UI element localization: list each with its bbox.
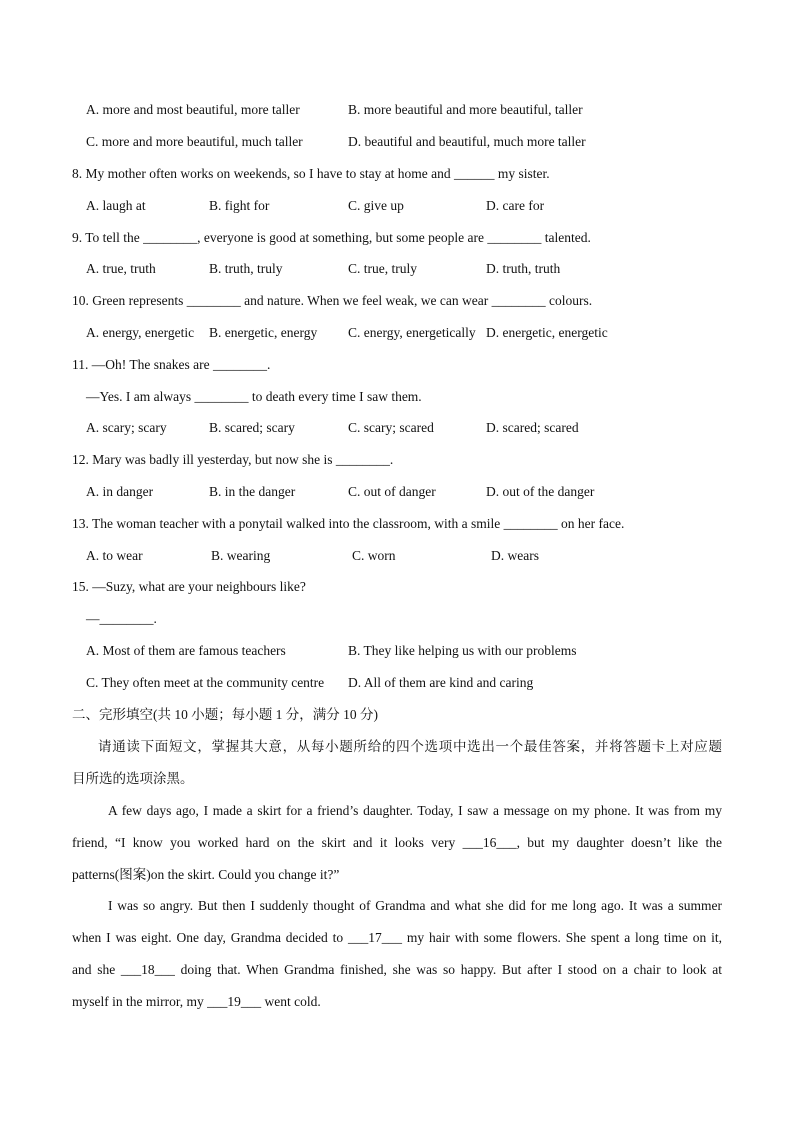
q15-stem-reply: —________. <box>86 611 157 626</box>
q12-stem: 12. Mary was badly ill yesterday, but now she is ________. <box>72 452 394 467</box>
passage-p1-line2: friend, “I know you worked hard on the skirt and it looks very ___16___, but my daughter doesn’t like the <box>72 835 722 850</box>
q15-option-c: C. They often meet at the community centre <box>86 675 325 690</box>
q15-option-b: B. They like helping us with our problems <box>348 643 577 658</box>
q11-stem-reply: —Yes. I am always ________ to death every time I saw them. <box>86 389 422 404</box>
q15-option-a: A. Most of them are famous teachers <box>86 643 286 658</box>
q9-option-a: A. true, truth <box>86 261 156 276</box>
q7-option-c: C. more and more beautiful, much taller <box>86 134 303 149</box>
section-instruction-line2: 目所选的选项涂黑。 <box>72 771 194 786</box>
q10-option-c: C. energy, energetically <box>348 325 476 340</box>
q15-stem: 15. —Suzy, what are your neighbours like? <box>72 579 306 594</box>
q9-option-b: B. truth, truly <box>209 261 283 276</box>
q13-option-a: A. to wear <box>86 548 143 563</box>
q8-option-b: B. fight for <box>209 198 270 213</box>
q12-option-a: A. in danger <box>86 484 154 499</box>
q13-option-b: B. wearing <box>211 548 271 563</box>
q11-stem: 11. —Oh! The snakes are ________. <box>72 357 271 372</box>
passage-p2-line1: I was so angry. But then I suddenly thought of Grandma and what she did for me long ago. It was a summer <box>108 898 722 913</box>
q13-option-d: D. wears <box>491 548 539 563</box>
q15-option-d: D. All of them are kind and caring <box>348 675 534 690</box>
q7-option-d: D. beautiful and beautiful, much more taller <box>348 134 586 149</box>
q11-option-a: A. scary; scary <box>86 420 167 435</box>
q10-option-d: D. energetic, energetic <box>486 325 608 340</box>
q11-option-b: B. scared; scary <box>209 420 295 435</box>
q13-option-c: C. worn <box>352 548 396 563</box>
section-instruction-line1: 请通读下面短文，掌握其大意，从每小题所给的四个选项中选出一个最佳答案，并将答题卡上对应题 <box>98 739 722 754</box>
passage-p2-line4: myself in the mirror, my ___19___ went cold. <box>72 994 321 1009</box>
q13-stem: 13. The woman teacher with a ponytail walked into the classroom, with a smile ________ on her face. <box>72 516 625 531</box>
q10-stem: 10. Green represents ________ and nature. When we feel weak, we can wear ________ colours. <box>72 293 593 308</box>
q8-option-c: C. give up <box>348 198 404 213</box>
passage-p2-line2: when I was eight. One day, Grandma decided to ___17___ my hair with some flowers. She spent a long time on it, <box>72 930 722 945</box>
q10-option-b: B. energetic, energy <box>209 325 318 340</box>
q12-option-c: C. out of danger <box>348 484 436 499</box>
passage-p1-line1: A few days ago, I made a skirt for a friend’s daughter. Today, I saw a message on my phone. It was from my <box>108 803 722 818</box>
q12-option-d: D. out of the danger <box>486 484 595 499</box>
q8-option-d: D. care for <box>486 198 545 213</box>
q9-stem: 9. To tell the ________, everyone is good at something, but some people are ________ talented. <box>72 230 591 245</box>
q8-option-a: A. laugh at <box>86 198 146 213</box>
q9-option-d: D. truth, truth <box>486 261 561 276</box>
q8-stem: 8. My mother often works on weekends, so I have to stay at home and ______ my sister. <box>72 166 550 181</box>
q11-option-c: C. scary; scared <box>348 420 434 435</box>
q7-option-b: B. more beautiful and more beautiful, taller <box>348 102 583 117</box>
q12-option-b: B. in the danger <box>209 484 296 499</box>
q9-option-c: C. true, truly <box>348 261 417 276</box>
passage-p1-line3: patterns(图案)on the skirt. Could you change it?” <box>72 867 340 882</box>
q7-option-a: A. more and most beautiful, more taller <box>86 102 300 117</box>
q11-option-d: D. scared; scared <box>486 420 579 435</box>
section-heading: 二、完形填空(共 10 小题；每小题 1 分，满分 10 分) <box>72 707 378 722</box>
passage-p2-line3: and she ___18___ doing that. When Grandma finished, she was so happy. But after I stood on a chair to look at <box>72 962 722 977</box>
q10-option-a: A. energy, energetic <box>86 325 195 340</box>
